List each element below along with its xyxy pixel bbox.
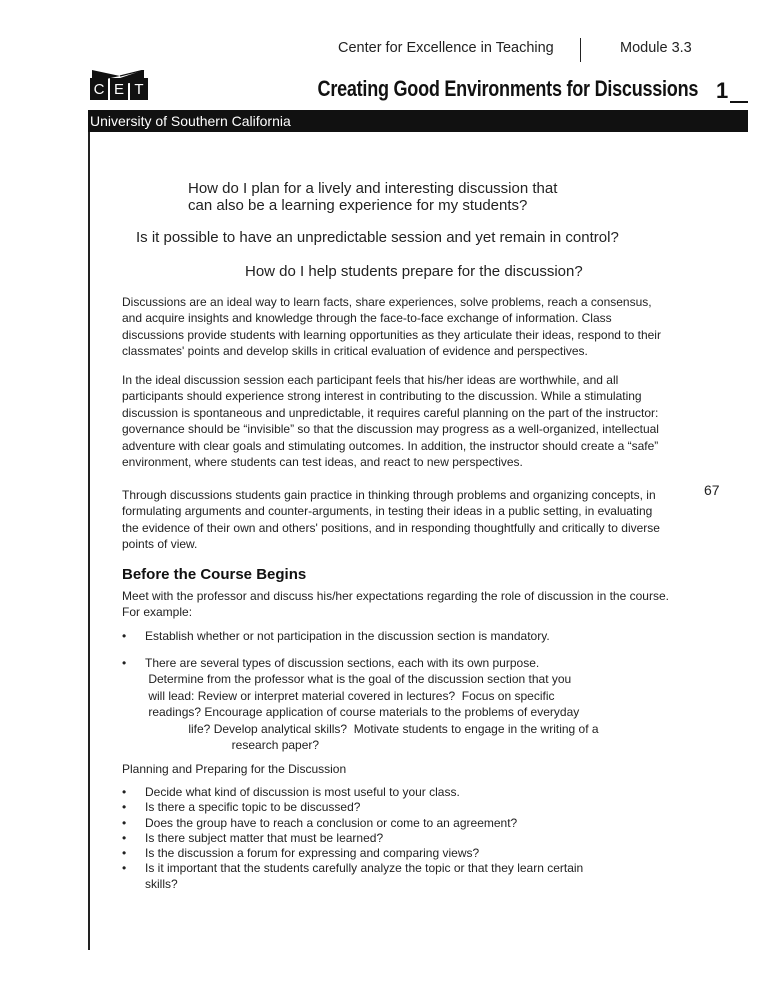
list-item-text: Is it important that the students carefully analyze the topic or that they learn certain xyxy=(145,861,584,876)
margin-rule xyxy=(88,132,90,950)
list-item-text: Does the group have to reach a conclusion or come to an agreement? xyxy=(145,815,518,830)
section-intro: Meet with the professor and discuss his/her expectations regarding the role of discussion in the course. For example: xyxy=(122,589,669,620)
list-item-text: Is there a specific topic to be discussed? xyxy=(145,800,361,815)
header-divider xyxy=(580,38,581,62)
list-item-text: Is the discussion a forum for expressing and comparing views? xyxy=(145,846,480,861)
paragraph: Through discussions students gain practice in thinking through problems and organizing concepts, in formulating arguments and counter-arguments, in testing their ideas in a public setting, in evaluating the evidence of their own and others' positions, and in responding thoughtfully and critically to diverse points of view. xyxy=(122,488,660,552)
document-title: Creating Good Environments for Discussions xyxy=(317,76,698,101)
list-item-text: Decide what kind of discussion is most useful to your class. xyxy=(145,785,460,799)
list-item-text: skills? xyxy=(145,876,178,891)
bullet-dot: • xyxy=(122,629,127,643)
list-item-text: Is there subject matter that must be learned? xyxy=(145,830,384,845)
question-line: How do I plan for a lively and interesting discussion that xyxy=(188,180,558,197)
logo-letter: E xyxy=(110,78,128,100)
side-page-number: 67 xyxy=(704,482,720,498)
university-name: University of Southern California xyxy=(90,113,291,129)
center-name: Center for Excellence in Teaching xyxy=(338,40,554,56)
bullet-dot: • xyxy=(122,846,127,861)
bullet-dot: • xyxy=(122,830,127,845)
paragraph: In the ideal discussion session each participant feels that his/her ideas are worthwhile, and all participants should experience strong interest in contributing to the discussion. While a stimulating discussion is spontaneous and unpredictable, it requires careful planning on the part of the instructor: governance should be “invisible” so that the discussion may progress as a well-organized, intellectual adventure with clear goals and stimulating outcomes. In addition, the instructor should create a “safe” environment, where students can test ideas, and react to new perspectives. xyxy=(122,373,659,470)
module-label: Module 3.3 xyxy=(620,40,692,56)
planning-heading: Planning and Preparing for the Discussion xyxy=(122,762,347,776)
bullet-dot: • xyxy=(122,656,127,670)
logo-letter: C xyxy=(90,78,108,100)
bullet-dot: • xyxy=(122,861,127,876)
bullet-dot: • xyxy=(122,800,127,815)
question-line: Is it possible to have an unpredictable session and yet remain in control? xyxy=(136,229,619,246)
page-number: 1 xyxy=(716,78,729,103)
bullet-text: There are several types of discussion sections, each with its own purpose. Determine from the professor what is the goal of the discussion section that you will lead: Review or interpret material covered in lectures? Focus on specific readings? Encourage application of course materials to the problems of everyday life? Develop analytical skills? Motivate students to engage in the writing of a research paper? xyxy=(145,656,599,753)
cet-logo xyxy=(90,78,150,100)
question-line: How do I help students prepare for the discussion? xyxy=(245,263,583,280)
bullet-dot: • xyxy=(122,815,127,830)
bullet-dot: • xyxy=(122,785,127,799)
logo-letter: T xyxy=(130,78,148,100)
page-number-underline xyxy=(730,101,748,103)
paragraph: Discussions are an ideal way to learn facts, share experiences, solve problems, reach a consensus, and acquire insights and knowledge through the face-to-face exchange of information. Class discussions provide students with learning opportunities as they articulate their ideas, respond to their classmates' points and develop skills in critical evaluation of evidence and perspectives. xyxy=(122,295,661,359)
question-line: can also be a learning experience for my students? xyxy=(188,197,528,214)
bullet-text: Establish whether or not participation in the discussion section is mandatory. xyxy=(145,629,550,643)
section-heading: Before the Course Begins xyxy=(122,566,307,583)
